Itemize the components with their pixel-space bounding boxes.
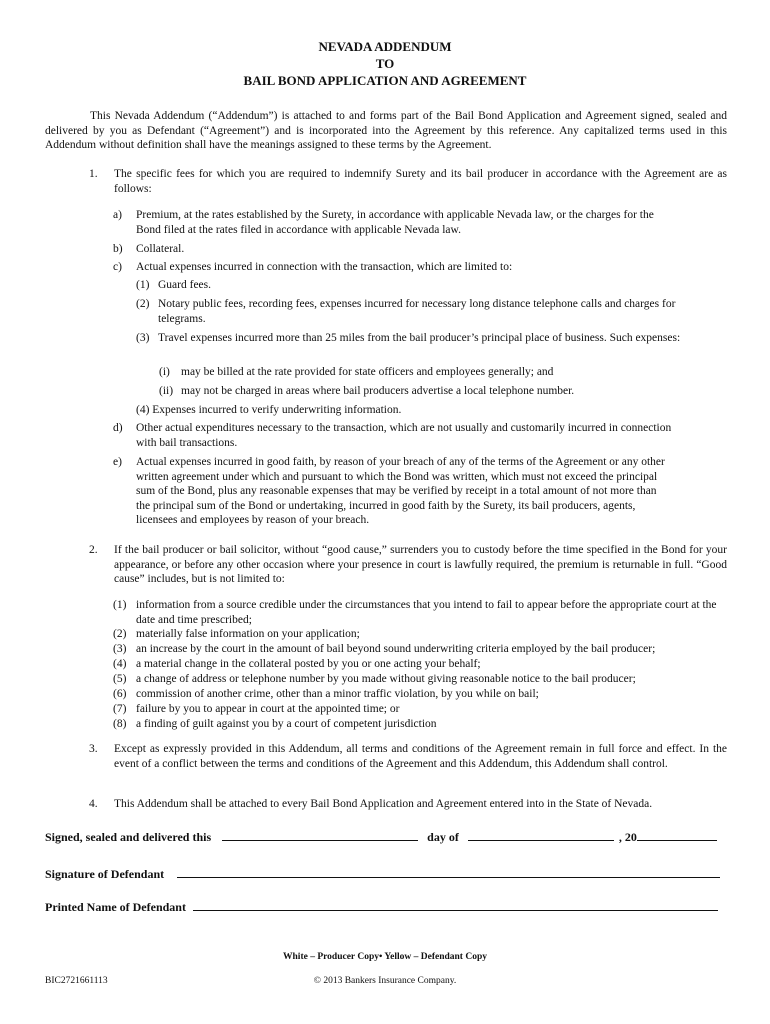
- item-text: Premium, at the rates established by the Surety, in accordance with applicable Nevada law, or the charges for the Bond filed at the rates filed in accordance with applicable Nevada law.: [136, 209, 654, 236]
- item-text: Travel expenses incurred more than 25 miles from the bail producer’s principal place of business. Such expenses:: [158, 332, 681, 344]
- item-label: a): [113, 209, 122, 221]
- printed-name-field[interactable]: [193, 898, 718, 911]
- signed-label: Signed, sealed and delivered this: [45, 830, 212, 844]
- good-cause-item: [113, 642, 727, 657]
- section-text: Except as expressly provided in this Addendum, all terms and conditions of the Agreement remain in full force and effect. In the event of a conflict between the terms and conditions of the Agreement and this Addendum, this Addendum shall control.: [114, 743, 727, 770]
- section-2: [89, 543, 727, 587]
- item-1c-4: [136, 403, 681, 418]
- good-cause-item: [113, 598, 727, 627]
- item-label: e): [113, 456, 122, 468]
- item-text: commission of another crime, other than a minor traffic violation, by you while on bail;: [136, 688, 539, 700]
- section-number: 2.: [89, 544, 98, 556]
- item-1e: [113, 455, 673, 528]
- printed-name-line: [45, 898, 718, 915]
- item-text: materially false information on your application;: [136, 628, 360, 640]
- printed-name-label: Printed Name of Defendant: [45, 900, 186, 914]
- item-1c: [113, 260, 673, 275]
- good-cause-item: [113, 672, 727, 687]
- title-line-2: TO: [375, 56, 395, 71]
- good-cause-item: [113, 702, 727, 717]
- signature-label: Signature of Defendant: [45, 867, 165, 881]
- item-label: d): [113, 422, 123, 434]
- good-cause-item: [113, 627, 727, 642]
- item-text: a change of address or telephone number by you made without giving reasonable notice to the bail producer;: [136, 673, 636, 685]
- item-text: an increase by the court in the amount of bail beyond sound underwriting criteria employed by the bail producer;: [136, 643, 656, 655]
- year-field[interactable]: [637, 828, 717, 841]
- item-label: (1): [113, 599, 127, 611]
- section-text: The specific fees for which you are required to indemnify Surety and its bail producer in accordance with the Agreement are as follows:: [114, 168, 727, 195]
- day-of-label: day of: [427, 830, 459, 844]
- item-1c-2: [136, 297, 681, 326]
- item-label: (5): [113, 673, 127, 685]
- month-field[interactable]: [468, 828, 614, 841]
- item-text: (4) Expenses incurred to verify underwriting information.: [136, 404, 402, 416]
- section-3: [89, 742, 727, 771]
- item-1d: [113, 421, 673, 450]
- item-label: (1): [136, 279, 150, 291]
- item-label: (6): [113, 688, 127, 700]
- title-line-1: NEVADA ADDENDUM: [318, 39, 452, 54]
- section-1: [89, 167, 727, 196]
- item-text: Guard fees.: [158, 279, 212, 291]
- item-1c-1: [136, 278, 681, 293]
- item-1c-3: [136, 331, 681, 346]
- item-label: (4): [113, 658, 127, 670]
- item-text: a material change in the collateral posted by you or one acting your behalf;: [136, 658, 481, 670]
- item-1b: [113, 242, 673, 257]
- item-text: information from a source credible under the circumstances that you intend to fail to appear before the appropriate court at the date and time prescribed;: [136, 599, 717, 626]
- item-text: a finding of guilt against you by a court of competent jurisdiction: [136, 718, 437, 730]
- item-label: (i): [159, 366, 170, 378]
- title-line-3: BAIL BOND APPLICATION AND AGREEMENT: [243, 73, 527, 88]
- item-text: Actual expenses incurred in connection with the transaction, which are limited to:: [136, 261, 513, 273]
- signature-field[interactable]: [177, 865, 720, 878]
- item-label: (7): [113, 703, 127, 715]
- section-number: 4.: [89, 798, 98, 810]
- form-id: BIC2721661113: [45, 976, 108, 986]
- item-label: (3): [136, 332, 150, 344]
- section-number: 1.: [89, 168, 98, 180]
- item-label: b): [113, 243, 123, 255]
- section-text: This Addendum shall be attached to every Bail Bond Application and Agreement entered into in the State of Nevada.: [114, 798, 653, 810]
- item-text: Notary public fees, recording fees, expenses incurred for necessary long distance telephone calls and charges for telegrams.: [158, 298, 676, 325]
- item-text: Collateral.: [136, 243, 185, 255]
- intro-text: This Nevada Addendum (“Addendum”) is attached to and forms part of the Bail Bond Application and Agreement signed, sealed and delivered by you as Defendant (“Agreement”) and is incorporated into the Agreement by this reference. Any capitalized terms used in this Addendum without definition shall have the meanings assigned to these terms by the Agreement.: [45, 110, 727, 152]
- item-text: may be billed at the rate provided for state officers and employees generally; and: [181, 366, 554, 378]
- item-text: Other actual expenditures necessary to the transaction, which are not usually and customarily incurred in connection with bail transactions.: [136, 422, 672, 449]
- item-1c-3-ii: [159, 384, 679, 399]
- item-text: Actual expenses incurred in good faith, by reason of your breach of any of the terms of the Agreement or any other written agreement under which and pursuant to which the Bond was written, which must not exceed the principal sum of the Bond, plus any reasonable expenses that may be verified by receipt in a total amount of not more than the principal sum of the Bond or undertaking, incurred in good faith by the Surety, its bail producers, agents, licensees and employees by reason of your breach.: [136, 456, 665, 527]
- item-label: c): [113, 261, 122, 273]
- signature-line: [45, 865, 720, 882]
- copy-distribution-note: White – Producer Copy• Yellow – Defendant Copy: [283, 952, 487, 962]
- good-cause-item: [113, 657, 727, 672]
- signed-date-line: [45, 828, 717, 845]
- section-number: 3.: [89, 743, 98, 755]
- good-cause-item: [113, 717, 727, 732]
- item-text: may not be charged in areas where bail producers advertise a local telephone number.: [181, 385, 575, 397]
- item-label: (2): [136, 298, 150, 310]
- section-4: [89, 797, 727, 812]
- year-prefix-label: , 20: [618, 830, 637, 844]
- item-label: (2): [113, 628, 127, 640]
- copyright-notice: © 2013 Bankers Insurance Company.: [313, 976, 457, 986]
- good-cause-item: [113, 687, 727, 702]
- day-field[interactable]: [222, 828, 418, 841]
- item-label: (ii): [159, 385, 174, 397]
- section-text: If the bail producer or bail solicitor, without “good cause,” surrenders you to custody before the time specified in the Bond for your appearance, or before any other occasion where your presence in court is lawfully required, the premium is returnable in full. “Good cause” includes, but is not limited to:: [114, 544, 727, 586]
- item-label: (8): [113, 718, 127, 730]
- item-label: (3): [113, 643, 127, 655]
- item-1a: [113, 208, 673, 237]
- item-text: failure by you to appear in court at the appointed time; or: [136, 703, 400, 715]
- intro-paragraph: [45, 109, 727, 153]
- item-1c-3-i: [159, 365, 679, 380]
